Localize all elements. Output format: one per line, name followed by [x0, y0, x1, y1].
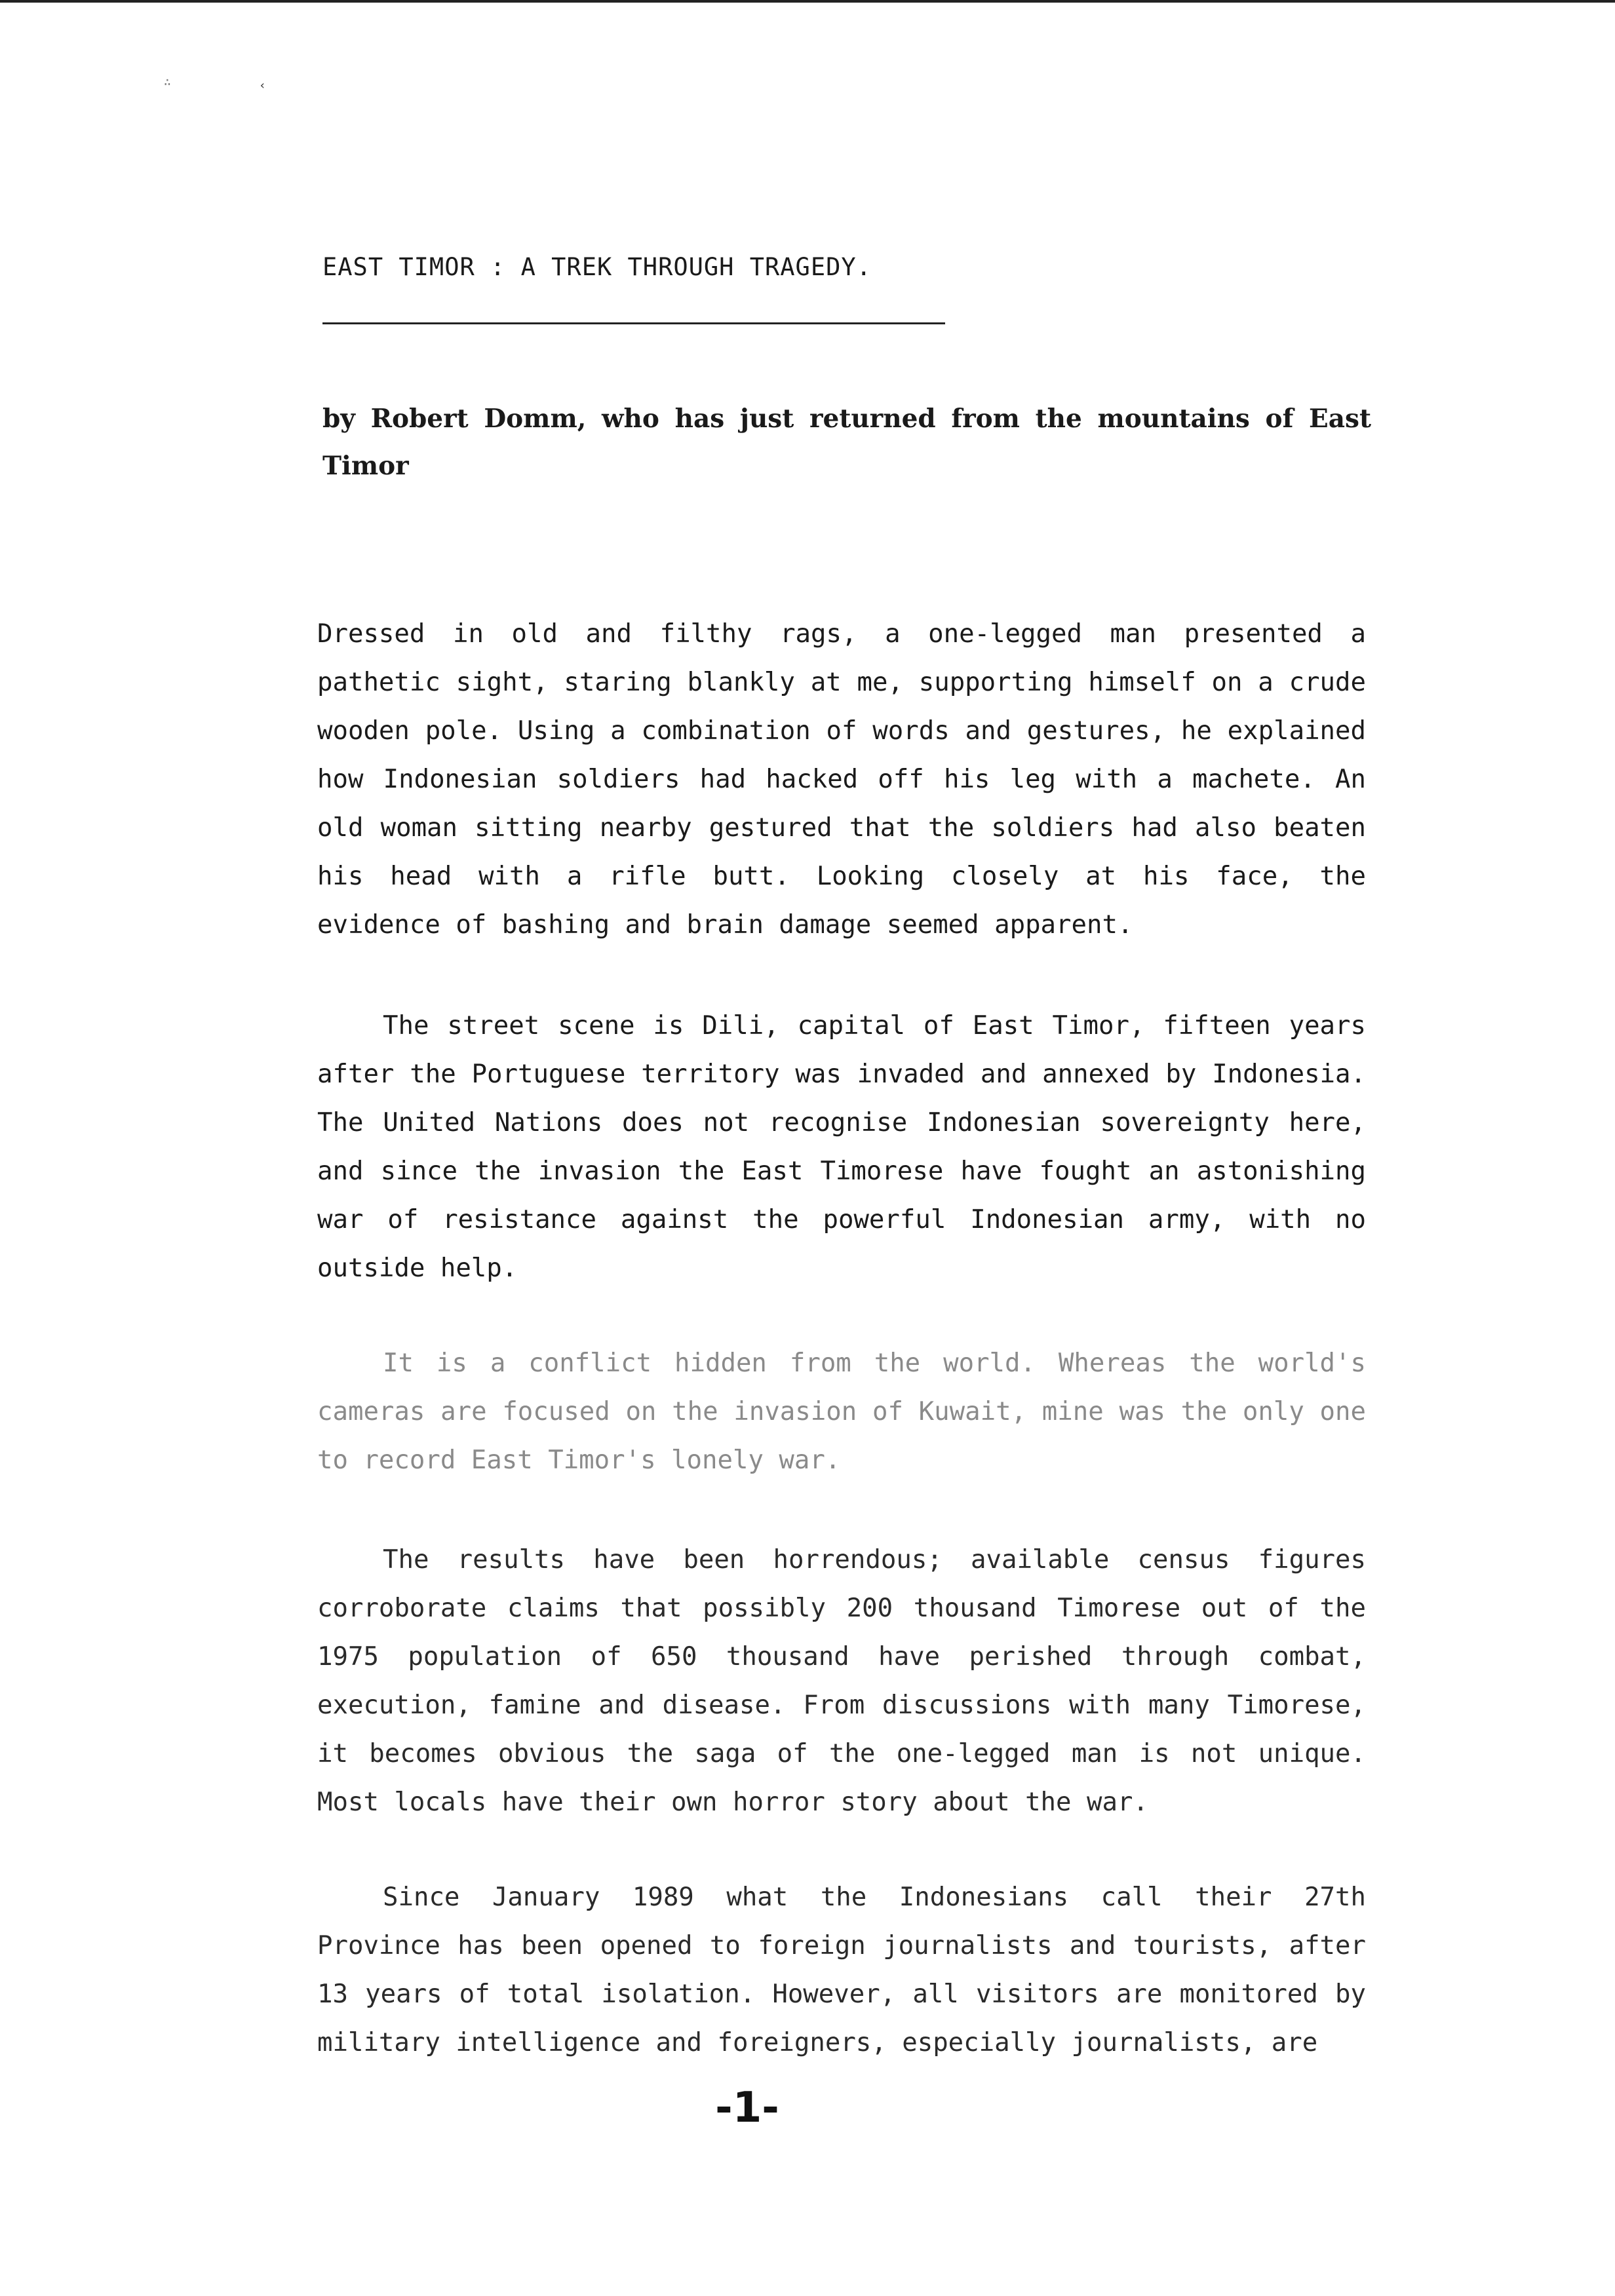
paragraph-5: Since January 1989 what the Indonesians call their 27th Province has been opened to foreign journalists and tourists, after 13 years of total isolation. However, all visitors are monitored by military intelligence and foreigners, especially journalists, are	[317, 1883, 1366, 2057]
scan-speck: ‹	[259, 79, 266, 92]
title-underline	[322, 322, 945, 324]
paragraph-4: The results have been horrendous; available census figures corroborate claims that possibly 200 thousand Timorese out of the 1975 population of 650 thousand have perished through combat, execution, famine and disease. From discussions with many Timorese, it becomes obvious the saga of the one-legged man is not unique. Most locals have their own horror story about the war.	[317, 1545, 1366, 1817]
byline: by Robert Domm, who has just returned from the mountains of East Timor	[322, 404, 1371, 481]
paragraph-1: Dressed in old and filthy rags, a one-legged man presented a pathetic sight, staring blankly at me, supporting himself on a crude wooden pole. Using a combination of words and gestures, he explained how Indonesian soldiers had hacked off his leg with a machete. An old woman sitting nearby gestured that the soldiers had also beaten his head with a rifle butt. Looking closely at his face, the evidence of bashing and brain damage seemed apparent.	[317, 619, 1366, 940]
paragraph-2: The street scene is Dili, capital of East Timor, fifteen years after the Portuguese territory was invaded and annexed by Indonesia. The United Nations does not recognise Indonesian sovereignty here, and since the invasion the East Timorese have fought an astonishing war of resistance against the powerful Indonesian army, with no outside help.	[317, 1011, 1366, 1283]
scan-speck: ∴	[164, 75, 171, 89]
page-number: -1-	[715, 2084, 779, 2132]
paragraph-3: It is a conflict hidden from the world. Whereas the world's cameras are focused on the invasion of Kuwait, mine was the only one to record East Timor's lonely war.	[317, 1349, 1366, 1475]
document-title: EAST TIMOR : A TREK THROUGH TRAGEDY.	[322, 253, 872, 281]
scan-top-edge	[0, 0, 1615, 3]
